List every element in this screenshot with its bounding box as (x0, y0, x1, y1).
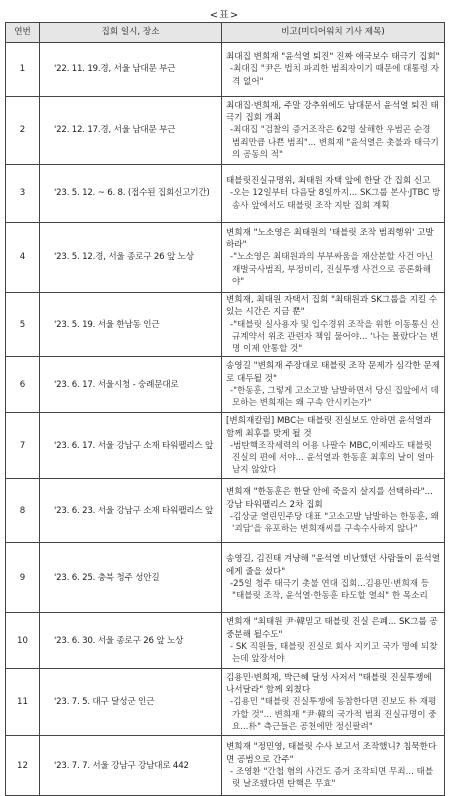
article-subtitle: -오는 12일부터 다음달 8일까지... SK그룹 본사·JTBC 방송사 앞에서도 태블릿 조작 지탄 집회 계획 (230, 188, 441, 211)
table-header-row (6, 23, 445, 43)
row-datetime-place: '23. 6. 30. 서울 종로구 26 앞 노상 (40, 613, 222, 669)
row-number: 10 (6, 613, 40, 669)
table-row (6, 293, 445, 357)
article-subtitle: -"한동훈, 그렇게 고소고발 남발하면서 당신 집앞에서 데모하는 변희재는 왜 구속 안시키는가" (230, 385, 439, 409)
article-title: 최대집·변희재, 주말 강추위에도 남대문서 윤석열 퇴진 태극기 집회 개최 (226, 100, 439, 124)
article-subtitle: -범탄핵조작세력의 어용 나팔수 MBC,이제라도 태블릿 진실의 편에 서야... 윤석열과 한동훈 최후의 날이 얼마 남지 않았다 (230, 440, 434, 476)
article-title: 변희재, 최태원 자택서 집회 "최태원과 SK그룹을 지킬 수 있는 시간은 지금 뿐" (226, 295, 438, 318)
article-title: 송영길, 김진태 겨냥해 "윤석열 비난했던 사람들이 윤석열에게 줄을 섰다" (226, 554, 441, 577)
row-number: 12 (6, 736, 40, 796)
article-title: [변희재칼럼] MBC는 태블릿 진실보도 안하면 윤석열과 함께 최후를 맞게 될 것 (226, 416, 432, 439)
row-datetime-place: '23. 5. 19. 서울 한남동 인근 (40, 293, 222, 357)
row-number: 4 (6, 223, 40, 293)
table-row (6, 413, 445, 479)
article-subtitle: -"노소영은 최태원과의 부부싸움을 재산분할 사건 아닌 재벌국사범죄, 부정비리, 진실투쟁 사건으로 공론화해야" (230, 252, 434, 287)
table-row (6, 479, 445, 543)
row-note (222, 223, 445, 293)
table-row (6, 357, 445, 413)
row-datetime-place: '23. 7. 5. 대구 달성군 인근 (40, 669, 222, 736)
row-number: 9 (6, 543, 40, 613)
article-subtitle: -25일 청주 태극기 촛불 연대 집회...김용민·변희재 등 "태블릿 조작, 윤석열·한동훈 타도할 열쇠" 한 목소리 (230, 578, 430, 602)
row-note (222, 669, 445, 736)
table-row (6, 165, 445, 223)
row-number: 8 (6, 479, 40, 543)
article-title: 변희재 "노소영은 최태원의 '태블릿 조작 범죄행위' 고발하라" (226, 227, 434, 251)
article-title: 송영길 "변희재 주장대로 태블릿 조작 문제가 심각한 문제로 대두될 것" (226, 361, 441, 384)
row-datetime-place: '22. 12. 17.경, 서울 남대문 부근 (40, 97, 222, 165)
row-note (222, 413, 445, 479)
article-title: 김용민·변희재, 박근혜 달성 사저서 "태블릿 진실투쟁에 나서달라" 함께 외쳤다 (226, 672, 432, 696)
article-title: 태블릿진실규명위, 최태원 자택 앞에 한달 간 집회 신고 (226, 176, 431, 187)
row-note (222, 736, 445, 796)
article-subtitle: -김용민 "태블릿 진실투쟁에 동참한다면 진보도 朴 재평가할 것"... 변희재 "尹·韓의 국가적 범죄 진실규명이 중요...朴" 측근들은 공천에만 정신팔려" (230, 697, 437, 732)
row-note (222, 613, 445, 669)
article-subtitle: - SK 직원들, 태블릿 진실로 회사 지키고 국가 명예 되찾는데 앞장서야 (230, 641, 438, 665)
article-subtitle: -최대집 "검찰의 증거조작은 62명 살해한 우범곤 순경 범죄만큼 나쁜 범죄"... 변희재 "윤석열은 촛불과 태극기의 공동의 적" (230, 125, 439, 160)
row-number: 5 (6, 293, 40, 357)
article-title: 변희재 "한동훈은 한달 안에 죽을지 살지를 선택하라"...강남 타워팰리스 2차 집회 (226, 487, 433, 510)
header-datetime-place: 집회 일시, 장소 (40, 23, 222, 43)
article-subtitle: - 조영환 "간첩 혐의 사건도 증거 조작되면 무죄... 태블릿 날조됐다면 탄핵은 무효" (230, 766, 434, 790)
row-number: 6 (6, 357, 40, 413)
row-number: 7 (6, 413, 40, 479)
row-note (222, 165, 445, 223)
article-title: 변희재 "정민영, 태블릿 수사 보고서 조작했니? 침묵한다면 공범으로 간주" (226, 742, 437, 765)
table-row (6, 669, 445, 736)
rally-table (5, 22, 445, 796)
row-note (222, 543, 445, 613)
row-note (222, 293, 445, 357)
article-subtitle: -"태블릿 실사용자 및 입수경위 조작을 위한 이동통신 신규계약서 위조 관련자 책임 물어야... '나는 몰랐다'는 변명 이제 안통할 것" (230, 319, 439, 355)
table-row (6, 736, 445, 796)
row-datetime-place: '23. 5. 12. ~ 6. 8. (접수된 집회신고기간) (40, 165, 222, 223)
row-number: 2 (6, 97, 40, 165)
article-subtitle: -최대집 "尹은 법치 파괴한 범죄자이기 때문에 대통령 자격 없어" (230, 64, 440, 87)
table-row (6, 223, 445, 293)
row-number: 11 (6, 669, 40, 736)
table-row (6, 543, 445, 613)
row-note (222, 43, 445, 97)
table-row (6, 613, 445, 669)
article-subtitle: -김상균 열린민주당 대표 "고소고발 남발하는 한동훈, 왜 '괴담'을 유포하는 변희재씨를 구속수사하지 않나" (230, 511, 439, 535)
row-note (222, 479, 445, 543)
row-datetime-place: '23. 6. 25. 충북 청주 성안길 (40, 543, 222, 613)
row-datetime-place: '23. 5. 12.경, 서울 종로구 26 앞 노상 (40, 223, 222, 293)
table-caption: <표> (209, 10, 240, 21)
header-note: 비고(미디어워치 기사 제목) (222, 23, 445, 43)
row-datetime-place: '23. 6. 23. 서울 강남구 소재 타워팰리스 앞 (40, 479, 222, 543)
header-no: 연번 (6, 23, 40, 43)
row-datetime-place: '23. 7. 7. 서울 강남구 강남대로 442 (40, 736, 222, 796)
table-row (6, 43, 445, 97)
row-number: 1 (6, 43, 40, 97)
article-title: 변희재 "최태원 尹·韓믿고 태블릿 진실 은폐... SK그룹 공중분해 될수도" (226, 617, 438, 640)
row-number: 3 (6, 165, 40, 223)
row-note (222, 97, 445, 165)
table-row (6, 97, 445, 165)
row-note (222, 357, 445, 413)
row-datetime-place: '23. 6. 17. 서울시청 - 숭례문대로 (40, 357, 222, 413)
article-title: 최대집 변희재 "윤석열 퇴진" 진짜 애국보수 태극기 집회" (226, 52, 440, 63)
row-datetime-place: '22. 11. 19.경, 서울 남대문 부근 (40, 43, 222, 97)
row-datetime-place: '23. 6. 17. 서울 강남구 소재 타워팰리스 앞 (40, 413, 222, 479)
